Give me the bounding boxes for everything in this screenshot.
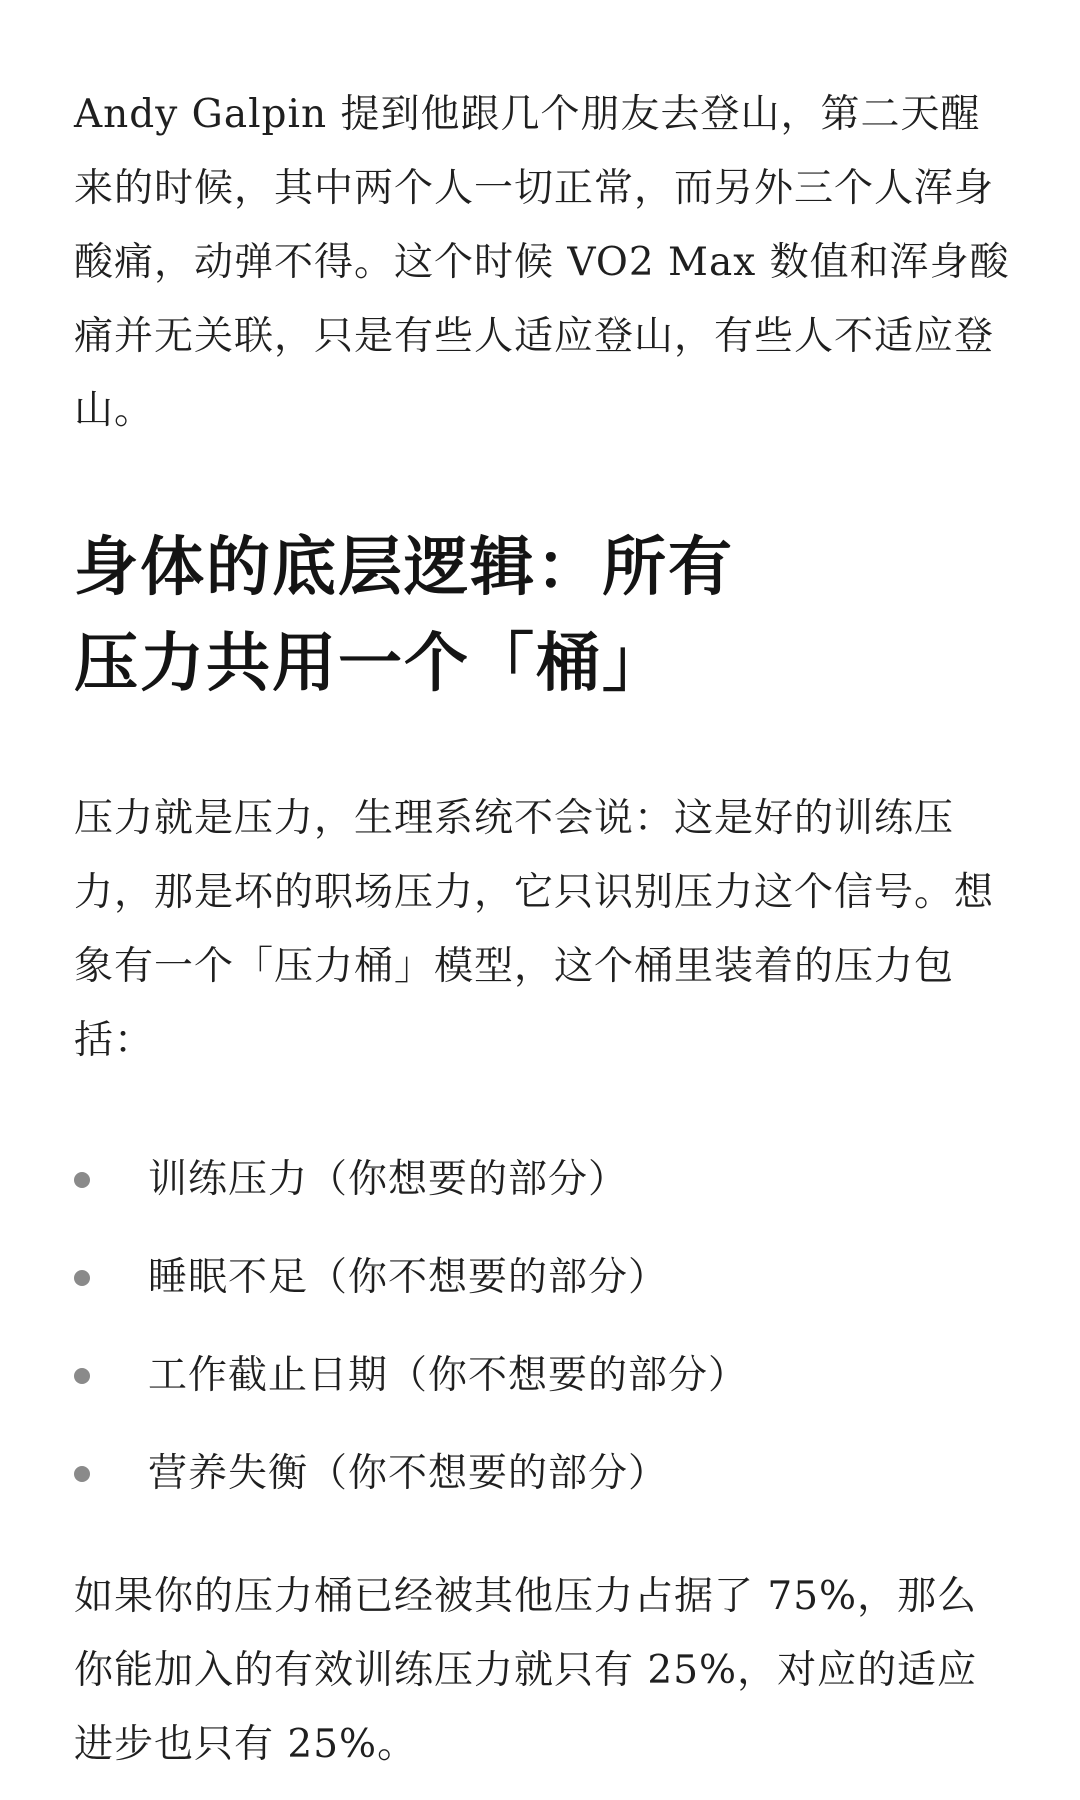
list-item [74, 1346, 1014, 1406]
list-item-text: 工作截止日期（你不想要的部分） [148, 1353, 749, 1398]
bullet-dot-icon [74, 1466, 90, 1482]
bucket-paragraph: 压力就是压力，生理系统不会说：这是好的训练压力，那是坏的职场压力，它只识别压力这个信号。想象有一个「压力桶」模型，这个桶里装着的压力包括： [74, 796, 995, 1063]
list-item-text: 睡眠不足（你不想要的部分） [148, 1255, 669, 1300]
section-heading [74, 520, 1014, 712]
bullet-dot-icon [74, 1172, 90, 1188]
bullet-dot-icon [74, 1270, 90, 1286]
article-body [74, 78, 1014, 1782]
section-heading-line-2: 压力共用一个「桶」 [74, 626, 668, 701]
list-item-text: 营养失衡（你不想要的部分） [148, 1451, 669, 1496]
list-item-text: 训练压力（你想要的部分） [148, 1157, 629, 1202]
closing-paragraph: 如果你的压力桶已经被其他压力占据了 75%，那么你能加入的有效训练压力就只有 25%，对应的适应进步也只有 25%。 [74, 1574, 978, 1767]
section-heading-line-1: 身体的底层逻辑：所有 [74, 530, 734, 605]
list-item [74, 1248, 1014, 1308]
stress-list [74, 1150, 1014, 1504]
list-item [74, 1444, 1014, 1504]
list-item [74, 1150, 1014, 1210]
bullet-dot-icon [74, 1368, 90, 1384]
intro-paragraph: Andy Galpin 提到他跟几个朋友去登山，第二天醒来的时候，其中两个人一切正常，而另外三个人浑身酸痛，动弹不得。这个时候 VO2 Max 数值和浑身酸痛并无关联，只是有些人适应登山，有些人不适应登山。 [74, 92, 1010, 433]
